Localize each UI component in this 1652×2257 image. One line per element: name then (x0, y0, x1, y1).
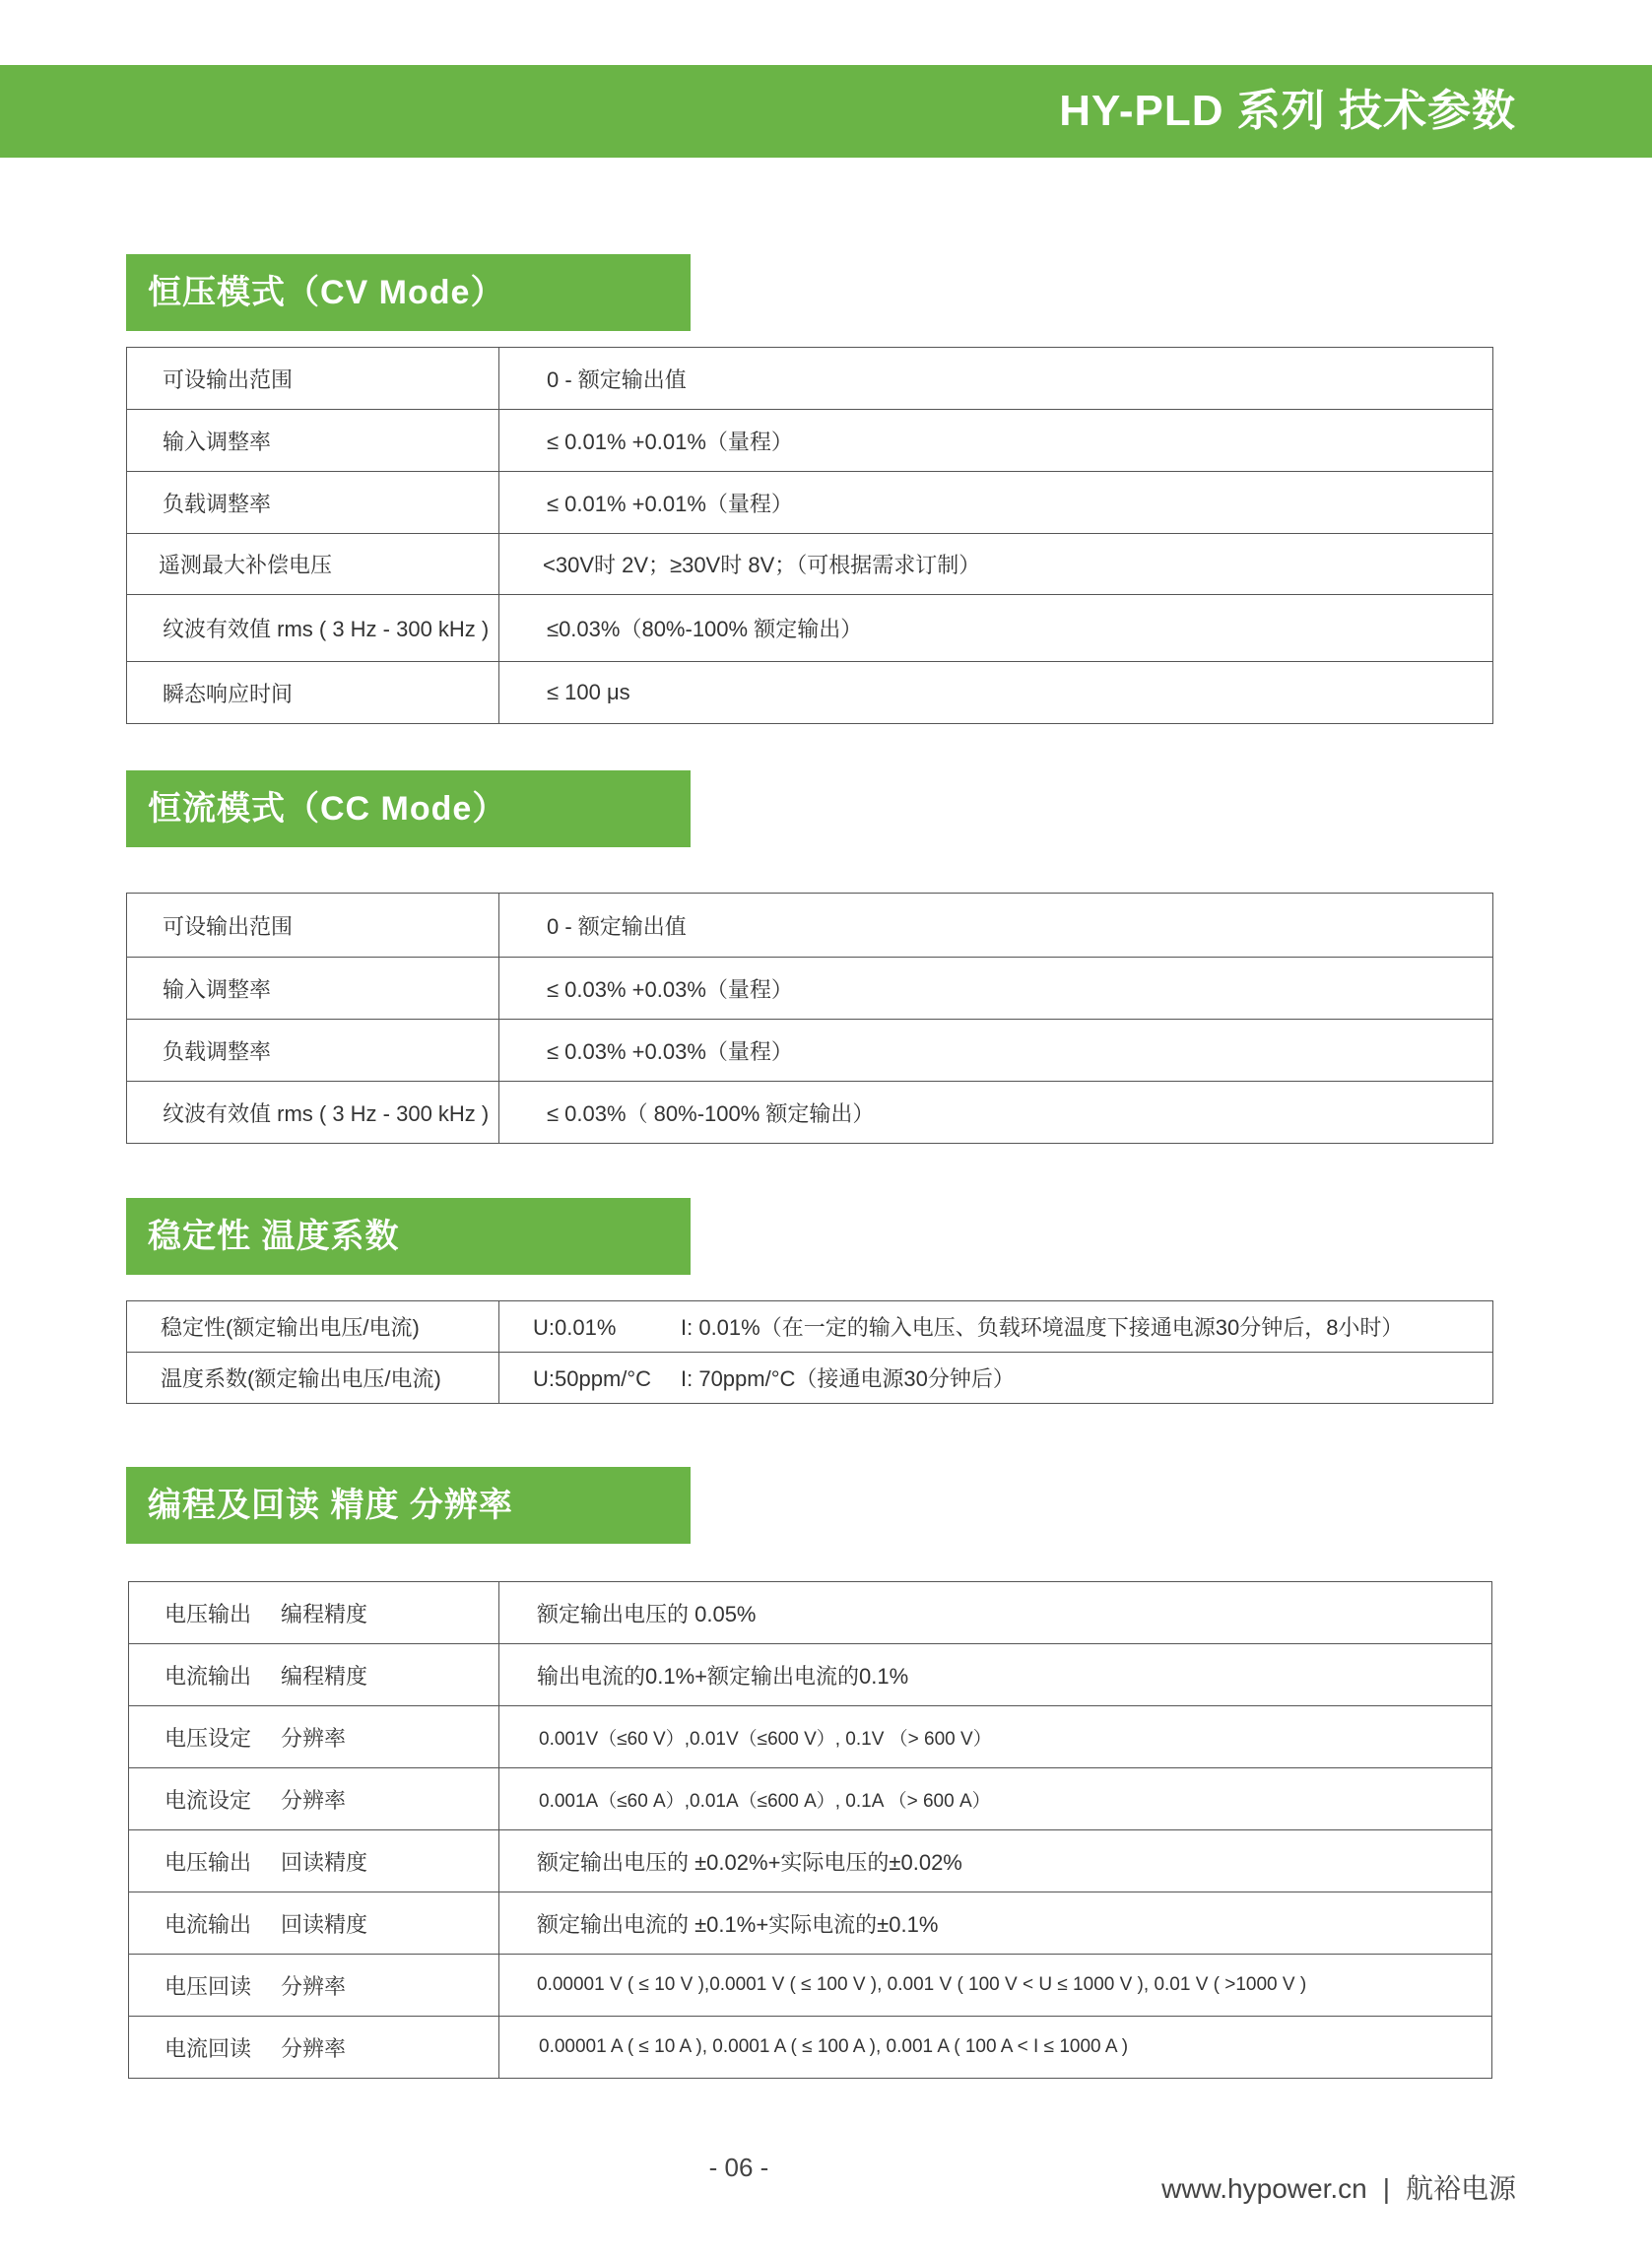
key-part-2: 编程精度 (281, 1663, 368, 1689)
row-key: 负载调整率 (127, 1020, 499, 1082)
row-value: 0.00001 V ( ≤ 10 V ),0.0001 V ( ≤ 100 V ), 0.001 V ( 100 V < U ≤ 1000 V ), 0.01 V ( >1000 V ) (499, 1955, 1492, 2017)
row-key: 输入调整率 (127, 410, 499, 472)
row-key: 负载调整率 (127, 472, 499, 534)
key-part-1: 电流输出 (165, 1911, 252, 1937)
section-title-stability: 稳定性 温度系数 (126, 1198, 691, 1275)
table-row (129, 1644, 1492, 1706)
row-value: 0.001A（≤60 A）,0.01A（≤600 A）, 0.1A （> 600 A） (499, 1768, 1492, 1830)
row-key: 温度系数(额定输出电压/电流) (127, 1353, 499, 1404)
row-value: ≤ 0.03%（ 80%-100% 额定输出） (499, 1082, 1493, 1144)
key-part-1: 电流输出 (165, 1663, 252, 1689)
key-part-2: 回读精度 (281, 1849, 368, 1875)
row-value: <30V时 2V；≥30V时 8V；（可根据需求订制） (499, 534, 1493, 595)
footer-brand (1161, 2167, 1516, 2207)
page-number: - 06 - (708, 2153, 769, 2182)
table-stability (126, 1300, 1493, 1404)
row-key (129, 1644, 499, 1706)
row-value: 额定输出电流的 ±0.1%+实际电流的±0.1% (499, 1892, 1492, 1955)
table-row (129, 1768, 1492, 1830)
row-key: 可设输出范围 (127, 348, 499, 410)
key-part-1: 电流回读 (165, 2035, 252, 2061)
table-row (127, 1353, 1493, 1404)
key-part-2: 回读精度 (281, 1911, 368, 1937)
table-row (127, 894, 1493, 958)
table-cc (126, 893, 1493, 1144)
table-row (127, 534, 1493, 595)
page-title: HY-PLD 系列 技术参数 (1059, 87, 1516, 135)
table-row (129, 1830, 1492, 1892)
key-part-1: 电压回读 (165, 1973, 252, 1999)
i-value: I: 0.01%（在一定的输入电压、负载环境温度下接通电源30分钟后，8小时） (681, 1315, 1404, 1340)
u-value: U:0.01% (533, 1315, 617, 1340)
row-value: 0 - 额定输出值 (499, 348, 1493, 410)
row-value: 0.001V（≤60 V）,0.01V（≤600 V）, 0.1V （> 600 V） (499, 1706, 1492, 1768)
table-row (127, 1301, 1493, 1353)
row-key (129, 1706, 499, 1768)
row-value: ≤ 100 μs (499, 662, 1493, 724)
row-key (129, 2017, 499, 2079)
row-key: 输入调整率 (127, 958, 499, 1020)
row-key (129, 1955, 499, 2017)
row-key: 瞬态响应时间 (127, 662, 499, 724)
website-link[interactable]: www.hypower.cn (1161, 2173, 1367, 2204)
row-key: 遥测最大补偿电压 (127, 534, 499, 595)
key-part-2: 分辨率 (281, 1973, 347, 1999)
key-part-2: 分辨率 (281, 1725, 347, 1751)
footer-separator: | (1382, 2173, 1390, 2204)
row-key: 可设输出范围 (127, 894, 499, 958)
table-row (127, 958, 1493, 1020)
row-key (129, 1892, 499, 1955)
row-value: 输出电流的0.1%+额定输出电流的0.1% (499, 1644, 1492, 1706)
row-value: ≤ 0.01% +0.01%（量程） (499, 410, 1493, 472)
section-title-programming: 编程及回读 精度 分辨率 (126, 1467, 691, 1544)
key-part-2: 分辨率 (281, 2035, 347, 2061)
table-row (127, 1082, 1493, 1144)
table-row (127, 472, 1493, 534)
i-value: I: 70ppm/°C（接通电源30分钟后） (681, 1366, 1015, 1391)
row-key (129, 1830, 499, 1892)
key-part-2: 分辨率 (281, 1787, 347, 1813)
row-key: 稳定性(额定输出电压/电流) (127, 1301, 499, 1353)
brand-name: 航裕电源 (1405, 2173, 1516, 2204)
row-value: ≤ 0.03% +0.03%（量程） (499, 1020, 1493, 1082)
section-title-cc: 恒流模式（CC Mode） (126, 770, 691, 847)
row-value (499, 1353, 1493, 1404)
key-part-2: 编程精度 (281, 1601, 368, 1626)
row-value: ≤ 0.01% +0.01%（量程） (499, 472, 1493, 534)
table-row (127, 662, 1493, 724)
row-key: 纹波有效值 rms ( 3 Hz - 300 kHz ) (127, 1082, 499, 1144)
row-key (129, 1582, 499, 1644)
row-value: 0.00001 A ( ≤ 10 A ), 0.0001 A ( ≤ 100 A ), 0.001 A ( 100 A < I ≤ 1000 A ) (499, 2017, 1492, 2079)
table-row (127, 595, 1493, 662)
row-key: 纹波有效值 rms ( 3 Hz - 300 kHz ) (127, 595, 499, 662)
key-part-1: 电压输出 (165, 1849, 252, 1875)
table-row (129, 1582, 1492, 1644)
header-bar (0, 65, 1652, 158)
key-part-1: 电流设定 (165, 1787, 252, 1813)
table-row (129, 1706, 1492, 1768)
row-key (129, 1768, 499, 1830)
row-value: 额定输出电压的 ±0.02%+实际电压的±0.02% (499, 1830, 1492, 1892)
section-title-cv: 恒压模式（CV Mode） (126, 254, 691, 331)
row-value: 0 - 额定输出值 (499, 894, 1493, 958)
table-row (129, 1955, 1492, 2017)
table-row (129, 2017, 1492, 2079)
table-row (127, 410, 1493, 472)
table-row (127, 1020, 1493, 1082)
key-part-1: 电压设定 (165, 1725, 252, 1751)
table-cv (126, 347, 1493, 724)
table-row (129, 1892, 1492, 1955)
row-value (499, 1301, 1493, 1353)
row-value: 额定输出电压的 0.05% (499, 1582, 1492, 1644)
row-value: ≤ 0.03% +0.03%（量程） (499, 958, 1493, 1020)
table-programming (128, 1581, 1492, 2079)
u-value: U:50ppm/°C (533, 1366, 652, 1391)
table-row (127, 348, 1493, 410)
row-value: ≤0.03%（80%-100% 额定输出） (499, 595, 1493, 662)
key-part-1: 电压输出 (165, 1601, 252, 1626)
